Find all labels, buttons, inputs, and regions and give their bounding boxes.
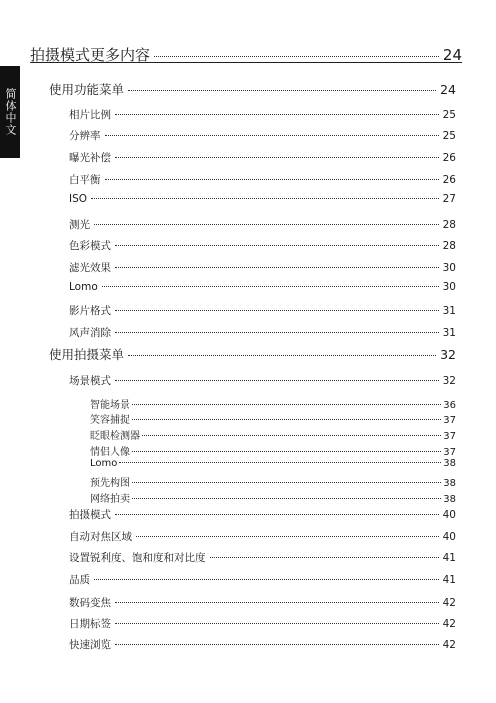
toc-leader	[154, 55, 439, 57]
toc-entry[interactable]	[69, 193, 456, 205]
toc-leader	[132, 418, 441, 420]
toc-entry-label: 网络拍卖	[90, 494, 130, 505]
toc-leader	[210, 556, 439, 558]
toc-entry-page: 42	[442, 618, 456, 630]
toc-entry-page: 30	[442, 262, 456, 274]
toc-entry-label: 眨眼检测器	[90, 431, 140, 442]
language-side-tab	[0, 66, 20, 158]
toc-entry-page: 24	[440, 82, 456, 97]
toc-entry-page: 32	[442, 375, 456, 387]
toc-leader	[105, 178, 439, 180]
toc-entry[interactable]	[69, 217, 456, 232]
toc-entry-label: 日期标签	[69, 618, 111, 630]
toc-entry[interactable]	[69, 550, 456, 565]
toc-entry[interactable]	[49, 80, 456, 98]
toc-entry[interactable]	[90, 458, 456, 469]
toc-leader	[94, 223, 439, 225]
toc-entry-label: 笑容捕捉	[90, 415, 130, 426]
toc-entry[interactable]	[69, 107, 456, 122]
toc-entry[interactable]	[69, 529, 456, 544]
toc-entry[interactable]	[69, 595, 456, 610]
toc-leader	[115, 379, 439, 381]
toc-leader	[136, 535, 439, 537]
toc-entry-label: 使用功能菜单	[49, 82, 125, 97]
toc-entry-label: 品质	[69, 574, 90, 586]
toc-entry-page: 41	[442, 552, 456, 564]
toc-entry-label: 设置锐利度、饱和度和对比度	[69, 552, 206, 564]
toc-entry-page: 27	[442, 193, 456, 205]
toc-leader	[115, 244, 439, 246]
toc-entry-page: 36	[443, 400, 456, 411]
toc-heading-page: 24	[442, 46, 462, 64]
toc-entry-page: 31	[442, 305, 456, 317]
toc-leader	[115, 309, 439, 311]
toc-entry[interactable]	[69, 281, 456, 293]
toc-leader	[94, 578, 439, 580]
toc-entry-page: 40	[442, 531, 456, 543]
toc-entry-page: 26	[442, 174, 456, 186]
toc-leader	[132, 450, 441, 452]
toc-entry-label: 快速浏览	[69, 639, 111, 651]
toc-entry-page: 42	[442, 639, 456, 651]
toc-heading[interactable]	[30, 44, 462, 65]
toc-entry-label: 预先构图	[90, 478, 130, 489]
toc-entry-page: 31	[442, 327, 456, 339]
toc-entry-page: 28	[442, 219, 456, 231]
toc-entry-label: 情侣人像	[90, 447, 130, 458]
toc-entry-page: 26	[442, 152, 456, 164]
toc-entry-label: Lomo	[90, 458, 118, 469]
toc-entry-label: 使用拍摄菜单	[49, 347, 125, 362]
toc-entry-label: Lomo	[69, 281, 98, 293]
toc-entry[interactable]	[90, 474, 456, 489]
toc-leader	[132, 481, 441, 483]
toc-entry[interactable]	[69, 507, 456, 522]
toc-entry-page: 37	[443, 431, 456, 442]
toc-leader	[128, 89, 436, 91]
toc-entry[interactable]	[69, 616, 456, 631]
toc-entry-label: 风声消除	[69, 327, 111, 339]
toc-entry-page: 37	[443, 447, 456, 458]
toc-entry[interactable]	[90, 411, 456, 426]
toc-entry-label: ISO	[69, 193, 88, 205]
toc-entry[interactable]	[69, 172, 456, 187]
toc-heading-label: 拍摄模式更多内容	[30, 46, 151, 64]
toc-leader	[115, 156, 439, 158]
toc-entry[interactable]	[69, 128, 456, 143]
toc-entry[interactable]	[69, 325, 456, 340]
toc-entry-page: 25	[442, 130, 456, 142]
toc-entry-label: 数码变焦	[69, 597, 111, 609]
toc-entry-page: 32	[440, 347, 456, 362]
toc-entry-page: 30	[442, 281, 456, 293]
toc-entry-page: 37	[443, 415, 456, 426]
toc-entry[interactable]	[69, 637, 456, 652]
language-side-tab-label: 简体中文	[4, 88, 17, 136]
toc-entry[interactable]	[69, 572, 456, 587]
toc-leader	[115, 513, 439, 515]
toc-leader	[132, 497, 441, 499]
toc-entry-page: 42	[442, 597, 456, 609]
toc-entry[interactable]	[69, 150, 456, 165]
toc-entry-label: 自动对焦区域	[69, 531, 132, 543]
toc-leader	[105, 134, 439, 136]
toc-entry-label: 相片比例	[69, 109, 111, 121]
toc-leader	[115, 266, 439, 268]
toc-entry[interactable]	[90, 490, 456, 505]
toc-leader	[142, 434, 441, 436]
toc-entry-label: 测光	[69, 219, 90, 231]
toc-entry-page: 40	[442, 509, 456, 521]
toc-entry-label: 拍摄模式	[69, 509, 111, 521]
toc-entry-page: 38	[443, 478, 456, 489]
toc-entry-page: 25	[442, 109, 456, 121]
toc-entry-label: 曝光补偿	[69, 152, 111, 164]
toc-leader	[115, 601, 439, 603]
toc-entry-page: 28	[442, 240, 456, 252]
toc-leader	[119, 461, 441, 463]
toc-entry[interactable]	[90, 396, 456, 411]
toc-entry-label: 影片格式	[69, 305, 111, 317]
toc-leader	[128, 354, 436, 356]
toc-entry-label: 智能场景	[90, 400, 130, 411]
toc-entry-page: 41	[442, 574, 456, 586]
toc-entry[interactable]	[90, 443, 456, 458]
toc-entry-label: 色彩模式	[69, 240, 111, 252]
toc-leader	[115, 113, 439, 115]
toc-leader	[115, 622, 439, 624]
toc-entry-label: 分辨率	[69, 130, 101, 142]
toc-entry[interactable]	[69, 303, 456, 318]
toc-entry[interactable]	[69, 373, 456, 388]
toc-entry-page: 38	[443, 458, 456, 469]
toc-leader	[115, 643, 439, 645]
toc-leader	[132, 403, 441, 405]
toc-entry[interactable]	[69, 238, 456, 253]
toc-entry[interactable]	[49, 345, 456, 363]
toc-leader	[91, 197, 439, 199]
toc-entry[interactable]	[69, 260, 456, 275]
toc-entry-label: 滤光效果	[69, 262, 111, 274]
toc-leader	[102, 285, 439, 287]
toc-entry-label: 白平衡	[69, 174, 101, 186]
toc-leader	[115, 331, 439, 333]
toc-entry[interactable]	[90, 427, 456, 442]
toc-entry-label: 场景模式	[69, 375, 111, 387]
toc-entry-page: 38	[443, 494, 456, 505]
